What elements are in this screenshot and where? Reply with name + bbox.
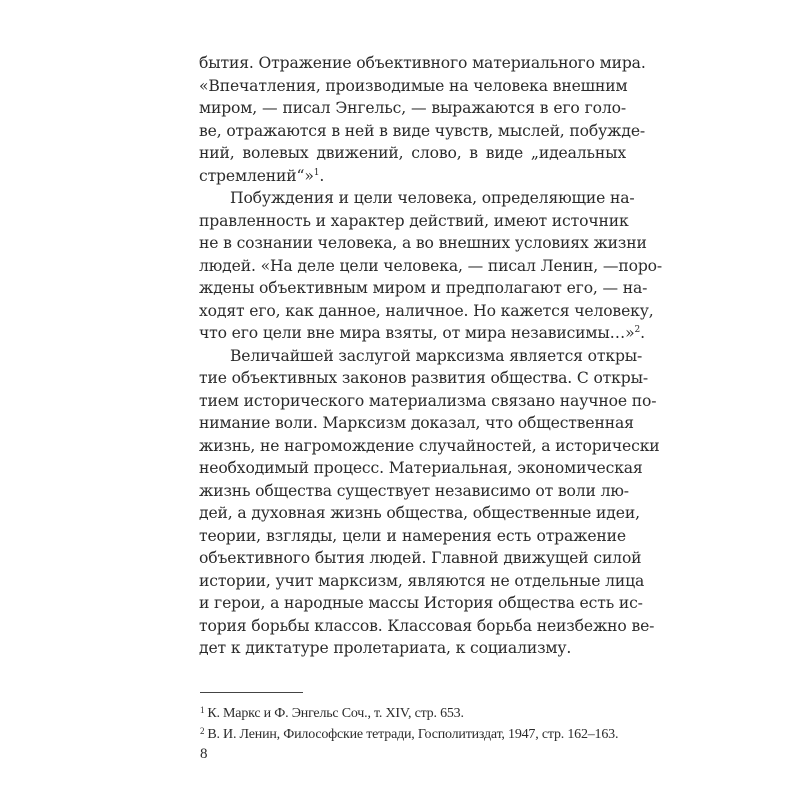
footnote-text: К. Маркс и Ф. Энгельс Соч., т. XIV, стр. 653. [207, 706, 464, 721]
footnotes [200, 700, 630, 741]
footnote-2 [200, 721, 630, 742]
text-line: ве, отражаются в ней в виде чувств, мыслей, побужде- [199, 121, 646, 140]
text-line: дет к диктатуре пролетариата, к социализму. [199, 639, 572, 657]
page-body [199, 52, 663, 660]
text-line: ний, волевых движений, слово, в виде „идеальных [199, 144, 626, 162]
footnote-number: 1 [200, 705, 205, 715]
text-line: дей, а духовная жизнь общества, общественные идеи, [199, 504, 640, 522]
text-line: ходят его, как данное, наличное. Но кажется человеку, [199, 301, 654, 320]
text-line: необходимый процесс. Материальная, экономическая [199, 459, 643, 477]
paragraph-1 [199, 52, 646, 187]
text-line: что его цели вне мира взяты, от мира независимы…»$^2$. [199, 324, 645, 342]
paragraph-3 [199, 345, 660, 660]
footnote-separator [200, 692, 303, 693]
text-line: ждены объективным миром и предполагают его, — на- [199, 279, 648, 297]
text-line: стремлений“»$^1$. [199, 166, 325, 185]
paragraph-2 [199, 187, 663, 345]
text-line: тория борьбы классов. Классовая борьба неизбежно ве- [199, 616, 655, 635]
text-line-content: стремлений“» [199, 166, 314, 185]
text-line: жизнь общества существует независимо от воли лю- [199, 481, 629, 500]
text-line: тием исторического материализма связано научное по- [199, 391, 657, 410]
footnote-text: В. И. Ленин, Философские тетради, Госполитиздат, 1947, стр. 162–163. [207, 726, 619, 742]
text-line: правленность и характер действий, имеют источник [199, 211, 629, 230]
text-line: и герои, а народные массы История общества есть ис- [199, 594, 643, 612]
text-line: объективного бытия людей. Главной движущей силой [199, 549, 642, 567]
text-line: истории, учит марксизм, являются не отдельные лица [199, 571, 645, 590]
text-line: жизнь, не нагромождение случайностей, а исторически [199, 436, 660, 455]
text-line: миром, — писал Энгельс, — выражаются в его голо- [199, 99, 626, 117]
text-line: нимание воли. Марксизм доказал, что общественная [199, 414, 634, 432]
text-line: теории, взгляды, цели и намерения есть отражение [199, 526, 626, 545]
text-line: Побуждения и цели человека, определяющие на- [230, 189, 635, 207]
footnote-ref[interactable]: 1 [313, 167, 320, 178]
text-line-content: что его цели вне мира взяты, от мира независимы…» [199, 324, 635, 342]
text-line: бытия. Отражение объективного материального мира. [199, 54, 646, 72]
text-line: людей. «На деле цели человека, — писал Ленин, —поро- [199, 256, 663, 275]
footnote-ref[interactable]: 2 [634, 325, 641, 335]
text-line: тие объективных законов развития общества. С откры- [199, 369, 648, 387]
text-line: Величайшей заслугой марксизма является откры- [230, 346, 643, 365]
page-number: 8 [200, 746, 208, 762]
footnote-1 [200, 700, 630, 721]
footnote-number: 2 [200, 725, 205, 736]
text-line: не в сознании человека, а во внешних условиях жизни [199, 234, 647, 252]
text-line: «Впечатления, производимые на человека внешним [199, 76, 628, 95]
